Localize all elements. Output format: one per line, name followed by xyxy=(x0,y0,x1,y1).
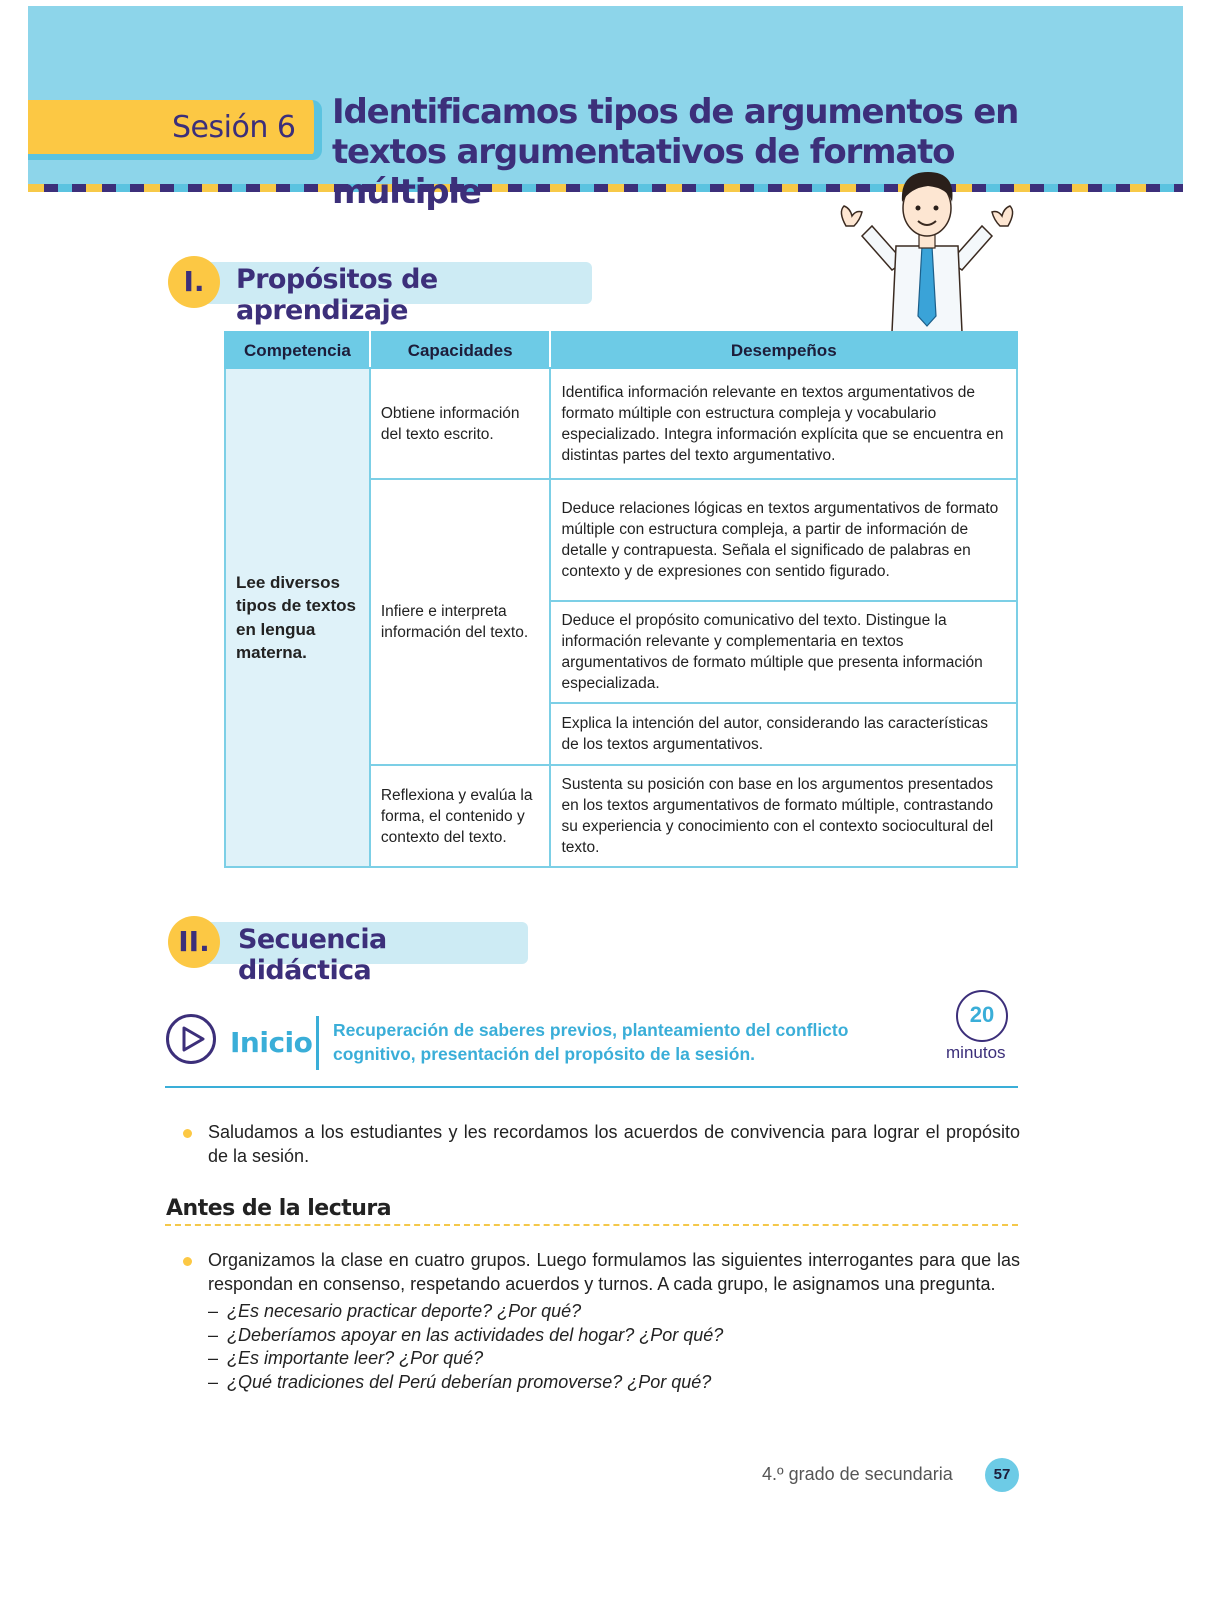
questions-list xyxy=(208,1300,723,1394)
bullet-icon xyxy=(183,1257,192,1266)
list-item: – ¿Es necesario practicar deporte? ¿Por qué? xyxy=(208,1300,723,1324)
desempeno-cell: Identifica información relevante en textos argumentativos de formato múltiple con estructura compleja y vocabulario especializado. Integra información explícita que se encuentra en distintas partes del texto argumentativo. xyxy=(550,368,1017,479)
timer-icon xyxy=(956,990,1008,1042)
competencia-cell: Lee diversos tipos de textos en lengua materna. xyxy=(225,368,370,867)
play-icon xyxy=(166,1014,216,1064)
header-competencia: Competencia xyxy=(225,332,370,368)
section-propositos xyxy=(168,258,592,326)
groups-bullet: Organizamos la clase en cuatro grupos. Luego formulamos las siguientes interrogantes para que las respondan en consenso, respetando acuerdos y turnos. A cada grupo, le asignamos una pregunta. xyxy=(208,1250,1020,1294)
section-title: Secuencia didáctica xyxy=(238,924,387,986)
inicio-divider xyxy=(165,1086,1018,1088)
desempeno-cell: Deduce relaciones lógicas en textos argumentativos de formato múltiple con estructura compleja, a partir de información de detalle y contrapuesta. Señala el significado de palabras en contexto y de expresiones con sentido figurado. xyxy=(550,479,1017,601)
greeting-bullet: Saludamos a los estudiantes y les recordamos los acuerdos de convivencia para lograr el propósito de la sesión. xyxy=(208,1122,1020,1166)
capacidad-cell: Reflexiona y evalúa la forma, el contenido y contexto del texto. xyxy=(370,765,551,867)
inicio-separator xyxy=(316,1016,319,1070)
section-number: I. xyxy=(168,256,220,308)
list-item: – ¿Deberíamos apoyar en las actividades del hogar? ¿Por qué? xyxy=(208,1324,723,1348)
capacidad-cell: Infiere e interpreta información del texto. xyxy=(370,479,551,765)
learning-purposes-table xyxy=(224,331,1018,868)
desempeno-cell: Sustenta su posición con base en los argumentos presentados en los textos argumentativos de formato múltiple, contrastando su experiencia y conocimiento con el contexto sociocultural del texto. xyxy=(550,765,1017,867)
capacidad-cell: Obtiene información del texto escrito. xyxy=(370,368,551,479)
section-number: II. xyxy=(168,916,220,968)
bullet-icon xyxy=(183,1129,192,1138)
inicio-label: Inicio xyxy=(230,1026,313,1059)
desempeno-cell: Explica la intención del autor, considerando las características de los textos argumentativos. xyxy=(550,703,1017,765)
teacher-illustration xyxy=(832,166,1022,332)
antes-lectura-divider xyxy=(165,1224,1018,1226)
header-capacidades: Capacidades xyxy=(370,332,551,368)
grade-footer: 4.º grado de secundaria xyxy=(762,1464,953,1484)
section-title: Propósitos de aprendizaje xyxy=(236,264,438,326)
minutes-value: 20 xyxy=(969,1002,995,1027)
session-label: Sesión 6 xyxy=(172,110,296,145)
list-item: – ¿Es importante leer? ¿Por qué? xyxy=(208,1347,723,1371)
page-title: Identificamos tipos de argumentos en textos argumentativos de formato múltiple xyxy=(332,92,1019,212)
antes-lectura-heading: Antes de la lectura xyxy=(166,1196,392,1221)
section-secuencia xyxy=(168,918,528,986)
inicio-description: Recuperación de saberes previos, planteamiento del conflicto cognitivo, presentación del propósito de la sesión. xyxy=(333,1020,849,1064)
header-desempenos: Desempeños xyxy=(550,332,1017,368)
page-number: 57 xyxy=(985,1458,1019,1492)
list-item: – ¿Qué tradiciones del Perú deberían promoverse? ¿Por qué? xyxy=(208,1371,723,1395)
minutes-label: minutos xyxy=(946,1043,1006,1062)
desempeno-cell: Deduce el propósito comunicativo del texto. Distingue la información relevante y complementaria en textos argumentativos de formato múltiple que presenta información especializada. xyxy=(550,601,1017,703)
